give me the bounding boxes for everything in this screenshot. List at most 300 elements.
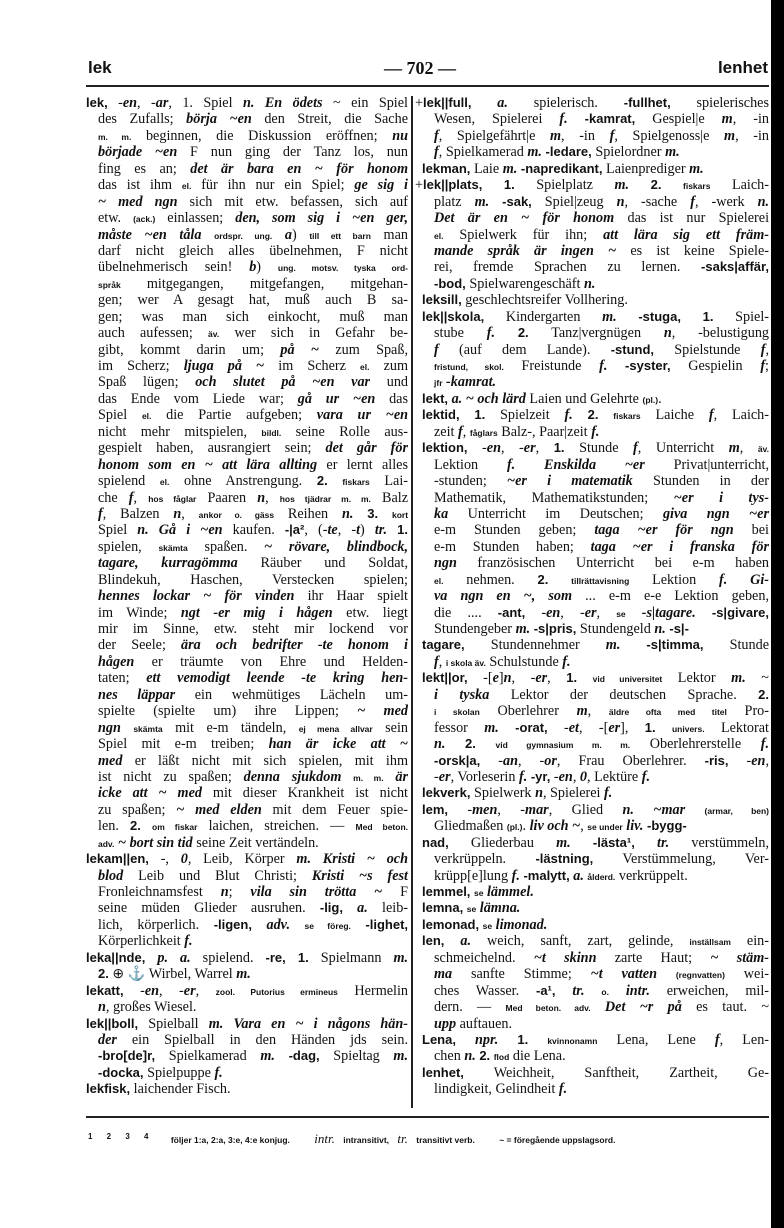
definition-text: , - [511,670,536,687]
dictionary-line [86,621,408,637]
dictionary-line [415,720,769,736]
italic-phrase: börja [186,111,217,128]
italic-phrase: f [609,127,615,144]
headword: -docka, [98,1064,144,1080]
definition-text: Spiel|zeug [531,193,617,210]
dictionary-line [86,1048,408,1064]
definition-text: Spiel [98,407,142,424]
italic-phrase: ~mar [653,801,686,818]
headword: -ledare, [545,144,592,160]
definition-text: F [382,884,409,900]
headword: 2. [758,686,770,702]
abbreviation: (armar, ben) [704,805,770,816]
definition-text: Spielball [138,1015,209,1032]
italic-phrase: m [576,703,588,720]
definition-text: , [765,752,769,769]
abbreviation: (regnvatten) [675,970,725,981]
definition-text: zum Spaß, [318,341,408,358]
definition-text: verstümmeln, [669,834,770,851]
dictionary-line [415,407,769,423]
definition-text: zarte Haut; [596,949,711,966]
definition-text: chen [434,1048,465,1065]
italic-phrase: an [503,752,518,769]
italic-phrase: liv. [626,818,644,835]
definition-text [460,407,475,423]
italic-phrase: f. [184,933,193,950]
definition-text: , [572,768,580,785]
definition-text: das [375,390,408,407]
definition-text: Freistunde [503,358,600,374]
italic-phrase: tr. [657,834,670,851]
definition-text: ] [498,670,504,687]
headword: lekam||en, [86,851,149,867]
definition-text: ches Wasser. [434,982,536,999]
italic-phrase: ~er i matematik [507,473,633,490]
definition-text: , Spielerei [542,785,605,802]
headword: -yr, [530,768,551,784]
definition-text: weich, sanft, zart, gelinde, [471,933,690,950]
definition-text: mit e-m tändeln, [162,719,299,736]
abbreviation: el. [181,181,192,192]
dictionary-line [415,292,769,308]
dictionary-line [415,753,769,769]
definition-text [328,473,343,489]
definition-text: ein Spielball in den Händen jds sein. [116,1031,408,1048]
italic-phrase: -kamrat. [446,374,497,391]
italic-phrase: n. [757,193,769,210]
definition-text: es ist keine Spiele- [616,242,769,259]
dictionary-line [86,457,408,473]
italic-phrase: nu [392,127,409,144]
italic-phrase: n. [242,95,255,111]
dictionary-line [86,259,408,275]
definition-text: , -[ [579,719,609,736]
italic-phrase: n [616,193,625,210]
definition-text: gen; wer A gesagt hat, muß auch B sa- [98,292,408,309]
headword: -ligen, [213,916,252,932]
definition-text: , [535,440,554,457]
italic-phrase: upp [434,1015,457,1032]
footnote-tr-abbr: tr. [397,1131,408,1146]
definition-text: , Unterricht [637,440,729,457]
headword: 2. [130,818,141,834]
dictionary-line [86,818,408,834]
definition-text [727,572,750,588]
definition-text: + [415,177,424,194]
definition-text [556,983,573,999]
abbreviation: till ett barn [309,230,371,241]
dictionary-line [415,144,769,160]
definition-text: Lektion [434,456,507,473]
definition-text: e-m Stunden geben; [434,522,595,539]
definition-text: sich mit etw. befassen, sich auf [177,193,408,210]
italic-phrase: lämna. [479,900,521,917]
dictionary-line [86,835,408,851]
dictionary-line [415,177,769,193]
definition-text [290,917,305,933]
definition-text [498,1032,517,1048]
italic-phrase: att lära sig ett främ- [603,226,769,243]
abbreviation: skämta [158,542,188,553]
abbreviation: fåglars [469,427,498,438]
abbreviation: univers. [671,723,705,734]
definition-text: . [522,818,530,835]
dictionary-line [86,670,408,686]
italic-phrase: m. [665,144,680,161]
definition-text: Privat|unterricht, [644,456,769,473]
dictionary-line [86,309,408,325]
definition-text: ) [256,259,278,276]
definition-text: nicht mehr mitspielen, [98,423,262,440]
definition-text: Lektorat [704,719,769,736]
dictionary-line [415,637,769,653]
dictionary-line [415,999,769,1015]
footer-rule [86,1116,769,1118]
dictionary-line [415,95,769,111]
italic-phrase: det går för [325,440,408,457]
abbreviation: se föreg. [304,920,351,931]
dictionary-line [86,933,408,949]
definition-text: kaufen. [222,522,285,539]
italic-phrase: den, som sig i ~en ger, [235,210,409,227]
definition-text: Gespielin [670,358,761,374]
headword: -orat, [515,719,548,735]
dictionary-line [415,555,769,571]
page-number: — 702 — [384,58,456,78]
dictionary-line [86,128,408,144]
headword: lekverk, [422,785,471,801]
definition-text [499,720,515,736]
headword: 2. [479,1048,491,1064]
column-divider [411,96,413,1108]
definition-text: Spielplatz [514,177,615,194]
left-column [86,95,408,1098]
abbreviation: bildl. [261,427,282,438]
abbreviation: om fiskar [152,822,198,833]
definition-text [311,851,323,867]
definition-text: , [580,818,588,835]
italic-phrase: va ngn en ~, som [434,588,573,605]
dictionary-line [415,785,769,801]
italic-phrase: f. [519,768,528,785]
definition-text: das ist nur Spielerei [614,210,770,227]
italic-phrase: a. [357,900,368,917]
italic-phrase: taga ~er i franska för [590,538,769,555]
headword: -re, 1. [265,949,309,965]
definition-text: , -in [732,111,770,128]
definition-text: , Spielgenoss|e [614,127,725,144]
italic-phrase: f [458,423,463,440]
definition-text: Spielstunde [654,341,761,358]
dictionary-line [86,473,408,489]
headword: -stuga, 1. [638,308,714,324]
abbreviation: se [466,904,477,915]
headword: 2. [650,177,662,193]
dictionary-line [86,407,408,423]
italic-phrase: m. [296,851,311,868]
headword: lekfisk, [86,1081,131,1097]
italic-phrase: m [721,111,733,128]
definition-text: geschlechtsreifer Vollhering. [461,292,628,309]
headword: -dag, [288,1048,320,1064]
definition-text: - [434,768,439,785]
definition-text [598,407,613,423]
italic-phrase: f. [486,325,496,342]
italic-phrase: npr. [475,1031,499,1048]
definition-text [515,457,544,473]
definition-text: auch aufessen; [98,325,209,342]
italic-phrase: lämmel. [486,884,534,900]
dictionary-line [415,818,769,834]
headword: -lig, [319,900,343,916]
definition-text [201,227,214,243]
dictionary-line [415,194,769,210]
definition-text: -stunden; [434,473,508,490]
dictionary-line [86,490,408,506]
definition-text [343,900,357,916]
definition-text: Körperlichkeit [98,933,185,950]
definition-text: ist nicht zu spaßen; [98,768,244,785]
headword: lekatt, [86,982,124,998]
italic-phrase: f [434,127,439,144]
italic-phrase: i tyska [434,686,490,703]
definition-text: seine müden Glieder ausruhen. [98,900,320,917]
headword: -bro[de]r, [98,1048,156,1064]
italic-phrase: adv. [266,916,290,933]
definition-text: , [181,505,199,522]
headword: lemna, [422,900,464,916]
abbreviation: ordspr. ung. [214,230,273,241]
definition-text: , Leib, Körper [187,851,297,868]
definition-text: Kindergarten [484,308,603,325]
italic-phrase: p. a. [157,949,191,966]
definition-text: wer sich in Gefahr be- [219,325,409,342]
italic-phrase: ~t skinn [533,949,597,966]
footnote-intr: intransitivt, [343,1135,390,1145]
definition-text [528,1032,547,1048]
italic-phrase: Det ~r på [604,999,682,1016]
definition-text: dern. — [434,999,506,1016]
italic-phrase: m. [689,160,704,177]
definition-text: gen; was man sich einkocht, muß man [98,308,408,325]
definition-text: , Spielkamerad [438,144,528,161]
italic-phrase: giva ngn ~er [662,505,769,522]
headword: -lästa¹, [592,834,635,850]
definition-text: , Spielgefährt|e [438,127,550,144]
abbreviation: el. [434,230,444,241]
definition-text: , Laich- [713,407,770,424]
dictionary-line [415,687,769,703]
headword: lekman, [422,160,471,176]
definition-text: , - [137,95,156,111]
definition-text: , [765,341,769,358]
abbreviation: hos fåglar [148,493,197,504]
headword: lektid, [422,407,460,423]
definition-text: , - [337,522,357,539]
definition-text: Schulstunde [485,653,563,670]
definition-text: Laich- [710,177,769,194]
definition-text: , -in [735,127,769,144]
headword: lek, [86,95,108,110]
italic-phrase: limonad. [495,916,548,933]
italic-phrase: på ~ [280,341,319,358]
dictionary-line [415,259,769,275]
italic-phrase: n. [583,275,596,292]
definition-text: mit dem Feuer spie- [261,801,408,818]
abbreviation: m. m. [353,772,384,783]
headword: 1. [553,440,565,456]
dictionary-line [86,243,408,259]
definition-text [626,605,642,621]
italic-phrase: det är bara en ~ för honom [190,160,408,177]
definition-text: Lektion [629,571,719,588]
definition-text: Verstümmelung, Ver- [593,851,769,868]
definition-text: , [587,703,609,720]
definition-text: es taut. ~ [681,999,769,1016]
abbreviation: el. [159,477,170,488]
italic-phrase: a. [451,390,463,407]
italic-phrase: f. [506,456,516,473]
headword: 1. [503,177,515,193]
definition-text [141,818,152,834]
definition-text: laichen, streichen. — [197,818,356,835]
definition-text: etw. [98,210,134,227]
definition-text: Gliederbau [448,834,557,851]
italic-phrase: Vara en ~ i någons hän- [233,1015,408,1032]
definition-text: Lektor der deutschen Sprache. [489,686,759,703]
definition-text: , [547,670,567,687]
footnote-tr: transitivt verb. [416,1135,475,1145]
italic-phrase: 0 [180,851,188,868]
definition-text: , -werk [694,193,758,210]
headword: -s|timma, [646,637,704,653]
headword: -bygg- [647,818,687,834]
headword: -napredikant, [520,160,603,176]
dictionary-line [86,753,408,769]
definition-text [661,177,683,193]
definition-text [149,522,159,538]
dictionary-line [415,950,769,966]
definition-text [351,917,366,933]
definition-text: französischen Unterricht bei e-m haben [456,555,769,572]
dictionary-line [86,1081,408,1097]
footnote [88,1131,768,1147]
definition-text: - [123,982,145,999]
definition-text: Gliedmaßen [434,818,507,835]
dictionary-line [86,391,408,407]
italic-phrase: ma [434,966,453,983]
italic-phrase: mar [525,801,549,818]
italic-phrase: f. [564,407,573,424]
definition-text [577,670,593,686]
italic-phrase: t [356,522,361,539]
italic-phrase: or [544,752,557,769]
definition-text: ein- [730,933,769,950]
headword: lenhet, [422,1064,464,1080]
italic-phrase: n [503,670,512,687]
definition-text [341,769,353,785]
italic-phrase: m. [484,719,499,736]
italic-phrase: En ödets [264,95,323,111]
italic-phrase: f [434,341,439,358]
definition-text: lindigkeit, Gelindheit [434,1081,559,1098]
definition-text: Laiche [640,407,709,424]
definition-text: Spielordner [591,144,666,161]
footnote-tilde: ~ = föregående uppslagsord. [499,1135,616,1145]
dictionary-line [86,111,408,127]
headword: -s|pris, [533,621,577,636]
definition-text [685,802,704,818]
definition-text: leib- [367,900,409,917]
italic-phrase: te [327,522,338,539]
dictionary-line [415,325,769,341]
italic-phrase: n. [341,505,354,522]
italic-phrase: f [714,1031,720,1048]
definition-text: Stundengeber [434,621,516,637]
dictionary-line [86,440,408,456]
headword: lek||skola, [422,308,485,324]
italic-phrase: tagare, kurragömma [98,555,238,572]
abbreviation: ålderd. [587,871,616,882]
italic-phrase: ett vemodigt leende -te kring hen- [146,670,408,687]
headword: 2. [316,473,328,489]
abbreviation: inställsam [689,937,731,948]
abbreviation: jfr [434,378,443,389]
dictionary-line [415,522,769,538]
dictionary-line [86,983,408,999]
definition-text [609,983,626,999]
definition-text: Balz [370,489,409,506]
definition-text: , (- [304,522,328,539]
italic-phrase: ljuga på ~ [183,358,265,374]
definition-text [635,835,657,851]
footnote-intr-abbr: intr. [314,1131,335,1146]
dictionary-line [86,802,408,818]
definition-text: , großes Wiesel. [105,999,197,1016]
definition-text: Spielwarengeschäft [465,275,584,292]
abbreviation: tillrättavisning [571,575,630,586]
definition-text: das ist ihm [98,177,182,194]
definition-text: zu spaßen; [98,801,177,818]
definition-text: zeit [434,423,459,440]
definition-text [585,983,602,999]
dictionary-line [415,374,769,390]
italic-phrase: ~t vatten [590,966,657,983]
italic-phrase: m. [474,193,490,210]
italic-phrase: ngt -er mig i hågen [180,604,333,621]
dictionary-line [86,358,408,374]
definition-text: ihr Haar spielt [294,588,408,605]
definition-text: ) [292,226,310,243]
definition-text: Spiel mit e-m treiben; [98,736,269,753]
abbreviation: Med beton. adv. [505,1003,591,1014]
italic-phrase: m [728,440,740,457]
definition-text: Mathematik, Mathematikstunden; [434,489,674,506]
definition-text: - [550,768,559,785]
dictionary-line [415,1032,769,1048]
left-guide-word: lek [88,58,112,77]
definition-text: len. [98,818,131,835]
abbreviation: äldre ofta med titel [608,707,727,718]
italic-phrase: en [122,95,138,111]
definition-text: spielen, [98,538,159,555]
abbreviation: se under [587,822,623,833]
definition-text: (auf dem Lande). [438,341,611,358]
headword: -orsk|a, [434,752,481,768]
definition-text: man [370,226,408,243]
dictionary-line [415,868,769,884]
dictionary-line [86,950,408,966]
